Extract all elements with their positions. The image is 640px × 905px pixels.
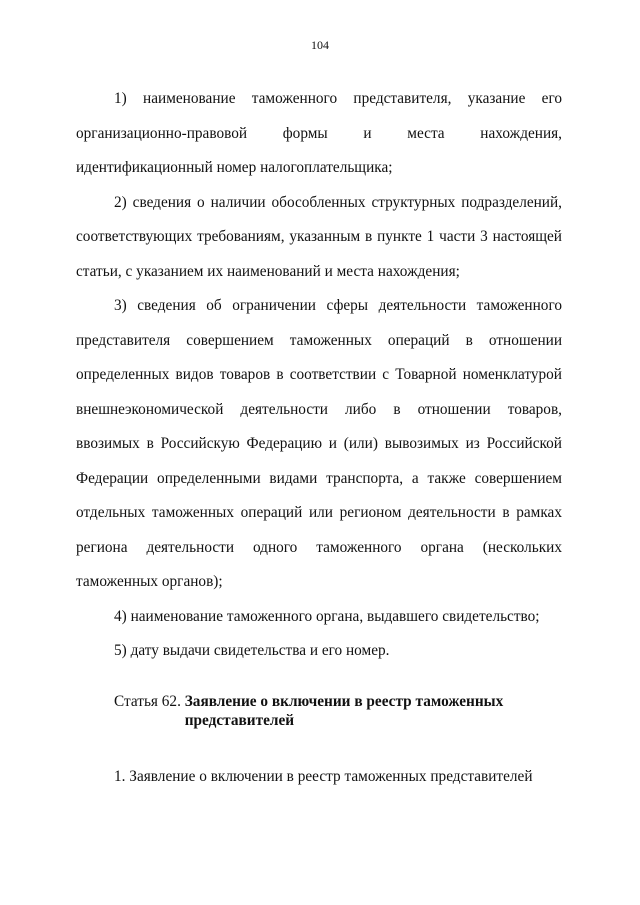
paragraph-item-3: 3) сведения об ограничении сферы деятельности таможенного представителя совершением таможенных операций в отношении определенных видов товаров в соответствии с Товарной номенклатурой внешнеэкономической деятельности либо в отношении товаров, ввозимых в Российскую Федерацию и (или) вывозимых из Российской Федерации определенными видами транспорта, а также совершением отдельных таможенных операций или регионом деятельности в рамках региона деятельности одного таможенного органа (нескольких таможенных органов); (76, 297, 562, 590)
paragraph-item-1: 1) наименование таможенного представителя, указание его организационно-правовой формы и места нахождения, идентификационный номер налогоплательщика; (76, 90, 562, 176)
article-body (76, 760, 562, 795)
body-text (76, 82, 562, 669)
article-title: Заявление о включении в реестр таможенных представителей (184, 693, 504, 729)
article-paragraph-1: 1. Заявление о включении в реестр таможенных представителей (114, 768, 533, 785)
paragraph-item-2: 2) сведения о наличии обособленных структурных подразделений, соответствующих требованиям, указанным в пункте 1 части 3 настоящей статьи, с указанием их наименований и места нахождения; (76, 193, 562, 280)
paragraph-item-4: 4) наименование таможенного органа, выдавшего свидетельство; (114, 607, 540, 625)
article-heading (114, 692, 534, 730)
paragraph-item-5: 5) дату выдачи свидетельства и его номер. (114, 642, 390, 659)
page-number: 104 (311, 38, 329, 52)
article-label: Статья 62. (114, 693, 185, 710)
